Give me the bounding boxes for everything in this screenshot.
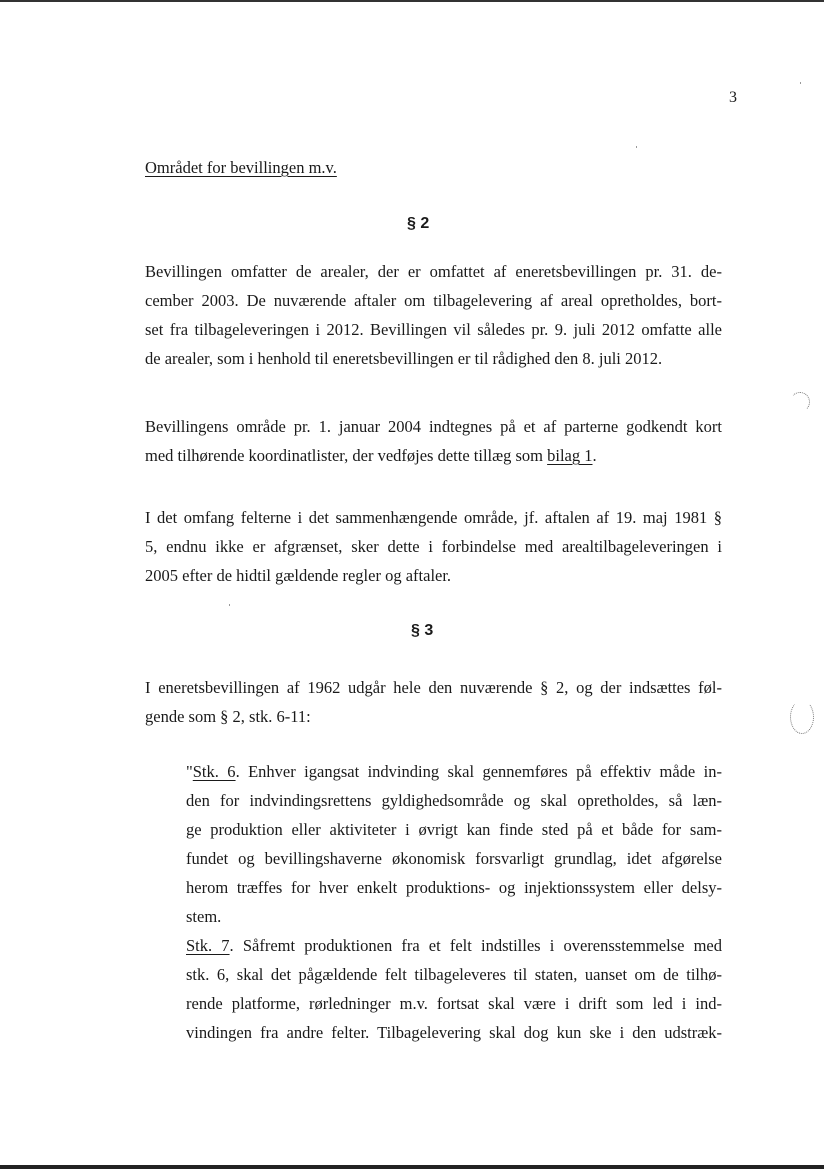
text-line [186,931,722,960]
text-line: I det omfang felterne i det sammenhængende område, jf. aftalen af 19. maj 1981 § [145,508,722,527]
scan-speck [800,82,801,84]
text-line [145,441,722,470]
section-mark-2: § 2 [407,215,430,232]
paragraph-area-map [145,412,722,470]
text-line: set fra tilbageleveringen i 2012. Bevillingen vil således pr. 9. juli 2012 omfatte alle [145,320,722,339]
text-line: fundet og bevillingshaverne økonomisk forsvarligt grundlag, idet afgørelse [186,849,722,868]
text-line [186,757,722,786]
open-quote: " [186,762,193,781]
text-fragment: med tilhørende koordinatlister, der vedføjes dette tillæg som [145,446,548,465]
text-fragment: . Såfremt produktionen fra et felt indstilles i overensstemmelse med [229,936,723,955]
text-line: ge produktion eller aktiviteter i øvrigt kan finde sted på et både for sam- [186,820,722,839]
quote-stk-6 [186,757,722,1047]
text-line: herom træffes for hver enkelt produktions- og injektionssystem eller delsy- [186,878,722,897]
text-line: den for indvindingsrettens gyldighedsområde og skal opretholdes, så læn- [186,791,722,810]
text-line: cember 2003. De nuværende aftaler om tilbagelevering af areal opretholdes, bort- [145,291,722,310]
scan-mark [790,700,814,734]
scan-speck [636,146,637,148]
subsection-label: Stk. 7 [186,936,230,955]
text-line: vindingen fra andre felter. Tilbagelevering skal dog kun ske i den udstræk- [186,1023,722,1042]
scan-mark [790,392,810,412]
scan-edge-bottom [0,1165,824,1169]
appendix-reference: bilag 1 [547,446,593,465]
text-line: stk. 6, skal det pågældende felt tilbageleveres til staten, uanset om de tilhø- [186,965,722,984]
subsection-label: Stk. 6 [192,762,236,781]
text-fragment: . Enhver igangsat indvinding skal gennemføres på effektiv måde in- [235,762,722,781]
text-line: Bevillingen omfatter de arealer, der er omfattet af eneretsbevillingen pr. 31. de- [145,262,722,281]
text-line: stem. [186,907,222,926]
page-number: 3 [729,89,737,106]
scan-speck [229,604,230,606]
text-line: de arealer, som i henhold til eneretsbevillingen er til rådighed den 8. juli 2012. [145,349,663,368]
section-heading: Området for bevillingen m.v. [145,158,337,177]
paragraph-coverage [145,257,722,373]
text-line: 5, endnu ikke er afgrænset, sker dette i forbindelse med arealtilbageleveringen i [145,537,722,556]
text-line: 2005 efter de hidtil gældende regler og aftaler. [145,566,452,585]
text-fragment: . [592,446,597,465]
text-line: rende platforme, rørledninger m.v. fortsat skal være i drift som led i ind- [186,994,722,1013]
paragraph-fields [145,503,722,590]
text-line: I eneretsbevillingen af 1962 udgår hele den nuværende § 2, og der indsættes føl- [145,678,722,697]
paragraph-amendment [145,673,722,731]
section-mark-3: § 3 [411,622,434,639]
text-line: gende som § 2, stk. 6-11: [145,707,311,726]
scan-edge-top [0,0,824,2]
text-line: Bevillingens område pr. 1. januar 2004 indtegnes på et af parterne godkendt kort [145,417,722,436]
